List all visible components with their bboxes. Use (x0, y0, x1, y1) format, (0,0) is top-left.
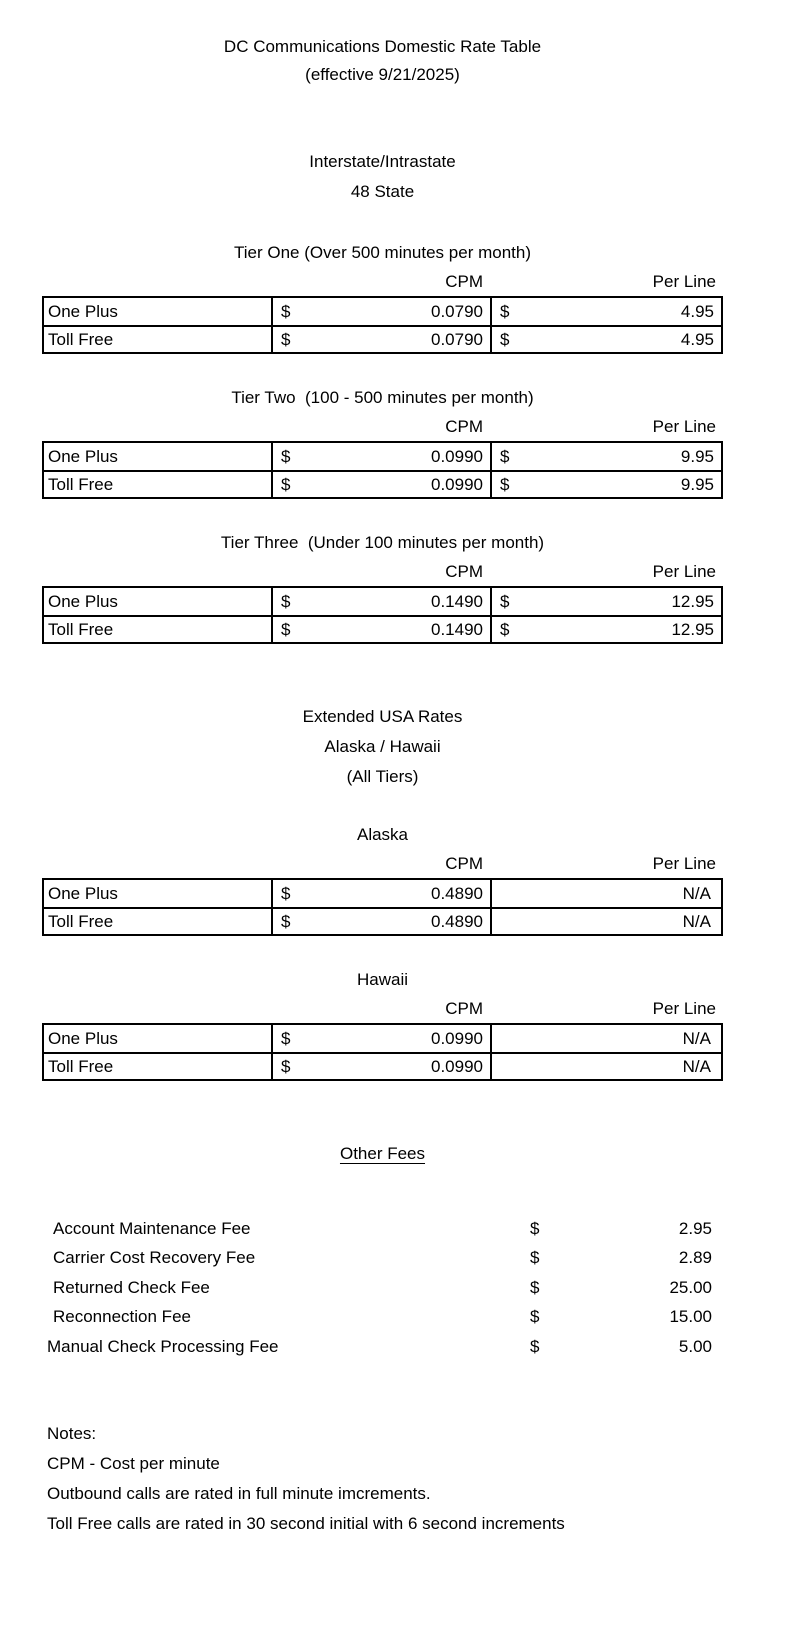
per-line-cell (490, 443, 721, 470)
currency-symbol: $ (530, 1248, 540, 1268)
tier-one-table (42, 296, 723, 354)
tier-one-column-header (42, 269, 723, 295)
table-row (44, 443, 721, 470)
currency-symbol: $ (500, 474, 510, 494)
tier-three-title: Tier Three (Under 100 minutes per month) (220, 533, 545, 552)
currency-symbol: $ (530, 1336, 540, 1356)
fee-amount: 15.00 (669, 1307, 712, 1327)
fee-row (42, 1303, 723, 1333)
cpm-value: 0.0990 (431, 1056, 483, 1076)
cpm-cell (271, 880, 490, 907)
per-line-column-header: Per Line (652, 999, 716, 1018)
table-row (44, 470, 721, 497)
per-line-value: 4.95 (680, 301, 714, 321)
region-heading (42, 147, 723, 207)
other-fees-list (42, 1214, 723, 1362)
tier-three-column-header (42, 559, 723, 585)
per-line-value: 9.95 (680, 446, 714, 466)
per-line-value: N/A (682, 911, 711, 931)
per-line-value: N/A (682, 1028, 711, 1048)
other-fees-title: Other Fees (339, 1144, 426, 1163)
row-label: One Plus (48, 1028, 118, 1048)
cpm-cell (271, 472, 490, 497)
currency-symbol: $ (500, 446, 510, 466)
per-line-column-header: Per Line (652, 854, 716, 873)
fee-label: Account Maintenance Fee (53, 1218, 251, 1238)
extended-rates-line3: (All Tiers) (346, 767, 419, 786)
per-line-cell (490, 472, 721, 497)
cpm-cell (271, 298, 490, 325)
note-cpm-definition: CPM - Cost per minute (47, 1453, 220, 1473)
currency-symbol: $ (281, 619, 291, 639)
region-heading-line1: Interstate/Intrastate (309, 152, 456, 171)
tier-two-column-header (42, 414, 723, 440)
region-heading-line2: 48 State (350, 182, 415, 201)
fee-label: Manual Check Processing Fee (47, 1336, 279, 1356)
currency-symbol: $ (281, 446, 291, 466)
table-row (44, 615, 721, 642)
cpm-column-header: CPM (445, 562, 483, 581)
cpm-value: 0.0790 (431, 329, 483, 349)
currency-symbol: $ (530, 1307, 540, 1327)
table-row (44, 907, 721, 934)
per-line-column-header: Per Line (652, 417, 716, 436)
per-line-cell (490, 588, 721, 615)
currency-symbol: $ (281, 911, 291, 931)
extended-rates-heading (42, 702, 723, 792)
fee-amount: 2.89 (678, 1248, 712, 1268)
tier-two-title: Tier Two (100 - 500 minutes per month) (231, 388, 534, 407)
currency-symbol: $ (500, 591, 510, 611)
row-label: Toll Free (48, 474, 114, 494)
table-row (44, 1052, 721, 1079)
row-label: Toll Free (48, 1056, 114, 1076)
table-row (44, 1025, 721, 1052)
fee-label: Returned Check Fee (53, 1277, 210, 1297)
fee-amount: 5.00 (678, 1336, 712, 1356)
table-row (44, 325, 721, 352)
fee-label: Reconnection Fee (53, 1307, 191, 1327)
cpm-value: 0.0990 (431, 1028, 483, 1048)
cpm-value: 0.0990 (431, 474, 483, 494)
currency-symbol: $ (281, 591, 291, 611)
cpm-value: 0.1490 (431, 619, 483, 639)
per-line-cell (490, 298, 721, 325)
effective-date: (effective 9/21/2025) (305, 65, 460, 84)
per-line-column-header: Per Line (652, 272, 716, 291)
tier-two-table (42, 441, 723, 499)
currency-symbol: $ (281, 301, 291, 321)
fee-label: Carrier Cost Recovery Fee (53, 1248, 256, 1268)
per-line-cell (490, 327, 721, 352)
extended-rates-line2: Alaska / Hawaii (324, 737, 441, 756)
cpm-value: 0.1490 (431, 591, 483, 611)
currency-symbol: $ (281, 1056, 291, 1076)
fee-row (42, 1244, 723, 1274)
hawaii-title: Hawaii (356, 970, 409, 989)
cpm-cell (271, 1025, 490, 1052)
row-label: One Plus (48, 301, 118, 321)
note-outbound-rating: Outbound calls are rated in full minute imcrements. (47, 1484, 431, 1504)
note-tollfree-rating: Toll Free calls are rated in 30 second initial with 6 second increments (47, 1514, 565, 1534)
per-line-cell (490, 1025, 721, 1052)
cpm-column-header: CPM (445, 999, 483, 1018)
per-line-value: 12.95 (671, 591, 714, 611)
fee-amount: 25.00 (669, 1277, 712, 1297)
currency-symbol: $ (530, 1277, 540, 1297)
row-label: One Plus (48, 591, 118, 611)
fee-row (42, 1273, 723, 1303)
tier-three-table (42, 586, 723, 644)
cpm-cell (271, 327, 490, 352)
cpm-value: 0.0790 (431, 301, 483, 321)
extended-rates-line1: Extended USA Rates (302, 707, 463, 726)
per-line-cell (490, 909, 721, 934)
fee-amount: 2.95 (678, 1218, 712, 1238)
currency-symbol: $ (500, 301, 510, 321)
cpm-value: 0.4890 (431, 911, 483, 931)
row-label: Toll Free (48, 911, 114, 931)
cpm-column-header: CPM (445, 854, 483, 873)
per-line-value: 9.95 (680, 474, 714, 494)
table-row (44, 298, 721, 325)
per-line-value: N/A (682, 883, 711, 903)
hawaii-column-header (42, 996, 723, 1022)
cpm-value: 0.0990 (431, 446, 483, 466)
currency-symbol: $ (281, 1028, 291, 1048)
document-header (42, 0, 723, 89)
page-title: DC Communications Domestic Rate Table (223, 37, 542, 56)
cpm-cell (271, 443, 490, 470)
cpm-column-header: CPM (445, 272, 483, 291)
row-label: Toll Free (48, 329, 114, 349)
per-line-cell (490, 880, 721, 907)
fee-row (42, 1332, 723, 1362)
notes-section (42, 1419, 723, 1540)
per-line-cell (490, 617, 721, 642)
table-row (44, 588, 721, 615)
currency-symbol: $ (281, 883, 291, 903)
currency-symbol: $ (281, 329, 291, 349)
alaska-title: Alaska (356, 825, 409, 844)
row-label: One Plus (48, 883, 118, 903)
alaska-column-header (42, 851, 723, 877)
per-line-value: 4.95 (680, 329, 714, 349)
per-line-column-header: Per Line (652, 562, 716, 581)
notes-heading: Notes: (47, 1423, 97, 1443)
per-line-value: 12.95 (671, 619, 714, 639)
per-line-value: N/A (682, 1056, 711, 1076)
row-label: Toll Free (48, 619, 114, 639)
cpm-cell (271, 588, 490, 615)
row-label: One Plus (48, 446, 118, 466)
cpm-value: 0.4890 (431, 883, 483, 903)
cpm-cell (271, 1054, 490, 1079)
cpm-cell (271, 909, 490, 934)
fee-row (42, 1214, 723, 1244)
currency-symbol: $ (500, 329, 510, 349)
table-row (44, 880, 721, 907)
cpm-column-header: CPM (445, 417, 483, 436)
currency-symbol: $ (281, 474, 291, 494)
currency-symbol: $ (530, 1218, 540, 1238)
per-line-cell (490, 1054, 721, 1079)
tier-one-title: Tier One (Over 500 minutes per month) (234, 243, 531, 262)
alaska-table (42, 878, 723, 936)
hawaii-table (42, 1023, 723, 1081)
currency-symbol: $ (500, 619, 510, 639)
cpm-cell (271, 617, 490, 642)
